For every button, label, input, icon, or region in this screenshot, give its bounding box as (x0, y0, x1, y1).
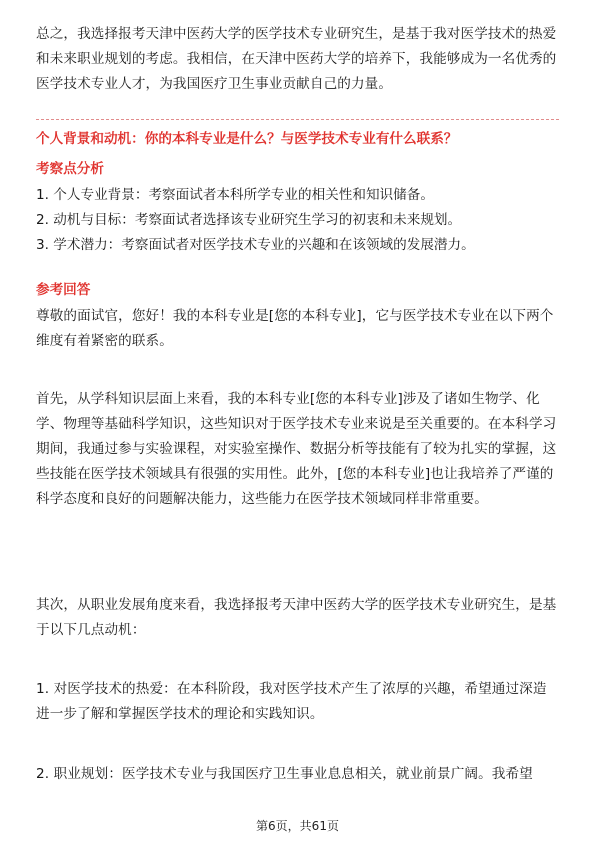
answer-paragraph-3-block (36, 593, 559, 643)
answer-paragraph-1-block (36, 304, 559, 354)
page-number: 第6页，共61页 (256, 819, 339, 833)
answer-paragraph-3: 其次，从职业发展角度来看，我选择报考天津中医药大学的医学技术专业研究生，是基于以下几点动机： (36, 597, 557, 638)
intro-conclusion-block (36, 22, 559, 97)
answer-paragraph-4: 1. 对医学技术的热爱：在本科阶段，我对医学技术产生了浓厚的兴趣，希望通过深造进一步了解和掌握医学技术的理论和实践知识。 (36, 681, 547, 722)
analysis-item-3: 3. 学术潜力：考察面试者对医学技术专业的兴趣和在该领域的发展潜力。 (36, 237, 475, 253)
answer-label-block (36, 280, 559, 300)
analysis-item-2: 2. 动机与目标：考察面试者选择该专业研究生学习的初衷和未来规划。 (36, 212, 462, 228)
answer-paragraph-1: 尊敬的面试官，您好！我的本科专业是[您的本科专业]，它与医学技术专业在以下两个维度有着紧密的联系。 (36, 308, 554, 349)
answer-paragraph-2: 首先，从学科知识层面上来看，我的本科专业[您的本科专业]涉及了诸如生物学、化学、物理等基础科学知识，这些知识对于医学技术专业来说是至关重要的。在本科学习期间，我通过参与实验课程，对实验室操作、数据分析等技能有了较为扎实的掌握，这些技能在医学技术领域具有很强的实用性。此外，[您的本科专业]也让我培养了严谨的科学态度和良好的问题解决能力，这些能力在医学技术领域同样非常重要。 (36, 391, 557, 507)
answer-paragraph-5-block (36, 762, 559, 787)
analysis-label: 考察点分析 (36, 161, 104, 177)
answer-paragraph-4-block (36, 677, 559, 727)
analysis-item-1: 1. 个人专业背景：考察面试者本科所学专业的相关性和知识储备。 (36, 187, 434, 203)
analysis-label-block (36, 159, 559, 179)
answer-paragraph-2-block (36, 387, 559, 512)
answer-paragraph-5: 2. 职业规划：医学技术专业与我国医疗卫生事业息息相关，就业前景广阔。我希望 (36, 766, 533, 782)
page-footer (0, 817, 595, 834)
section-divider (36, 119, 559, 121)
answer-label: 参考回答 (36, 282, 91, 298)
analysis-list (36, 183, 559, 258)
question-block (36, 128, 559, 150)
intro-conclusion-paragraph: 总之，我选择报考天津中医药大学的医学技术专业研究生，是基于我对医学技术的热爱和未来职业规划的考虑。我相信，在天津中医药大学的培养下，我能够成为一名优秀的医学技术专业人才，为我国医疗卫生事业贡献自己的力量。 (36, 26, 557, 92)
question-title: 个人背景和动机：你的本科专业是什么？与医学技术专业有什么联系？ (36, 131, 458, 147)
